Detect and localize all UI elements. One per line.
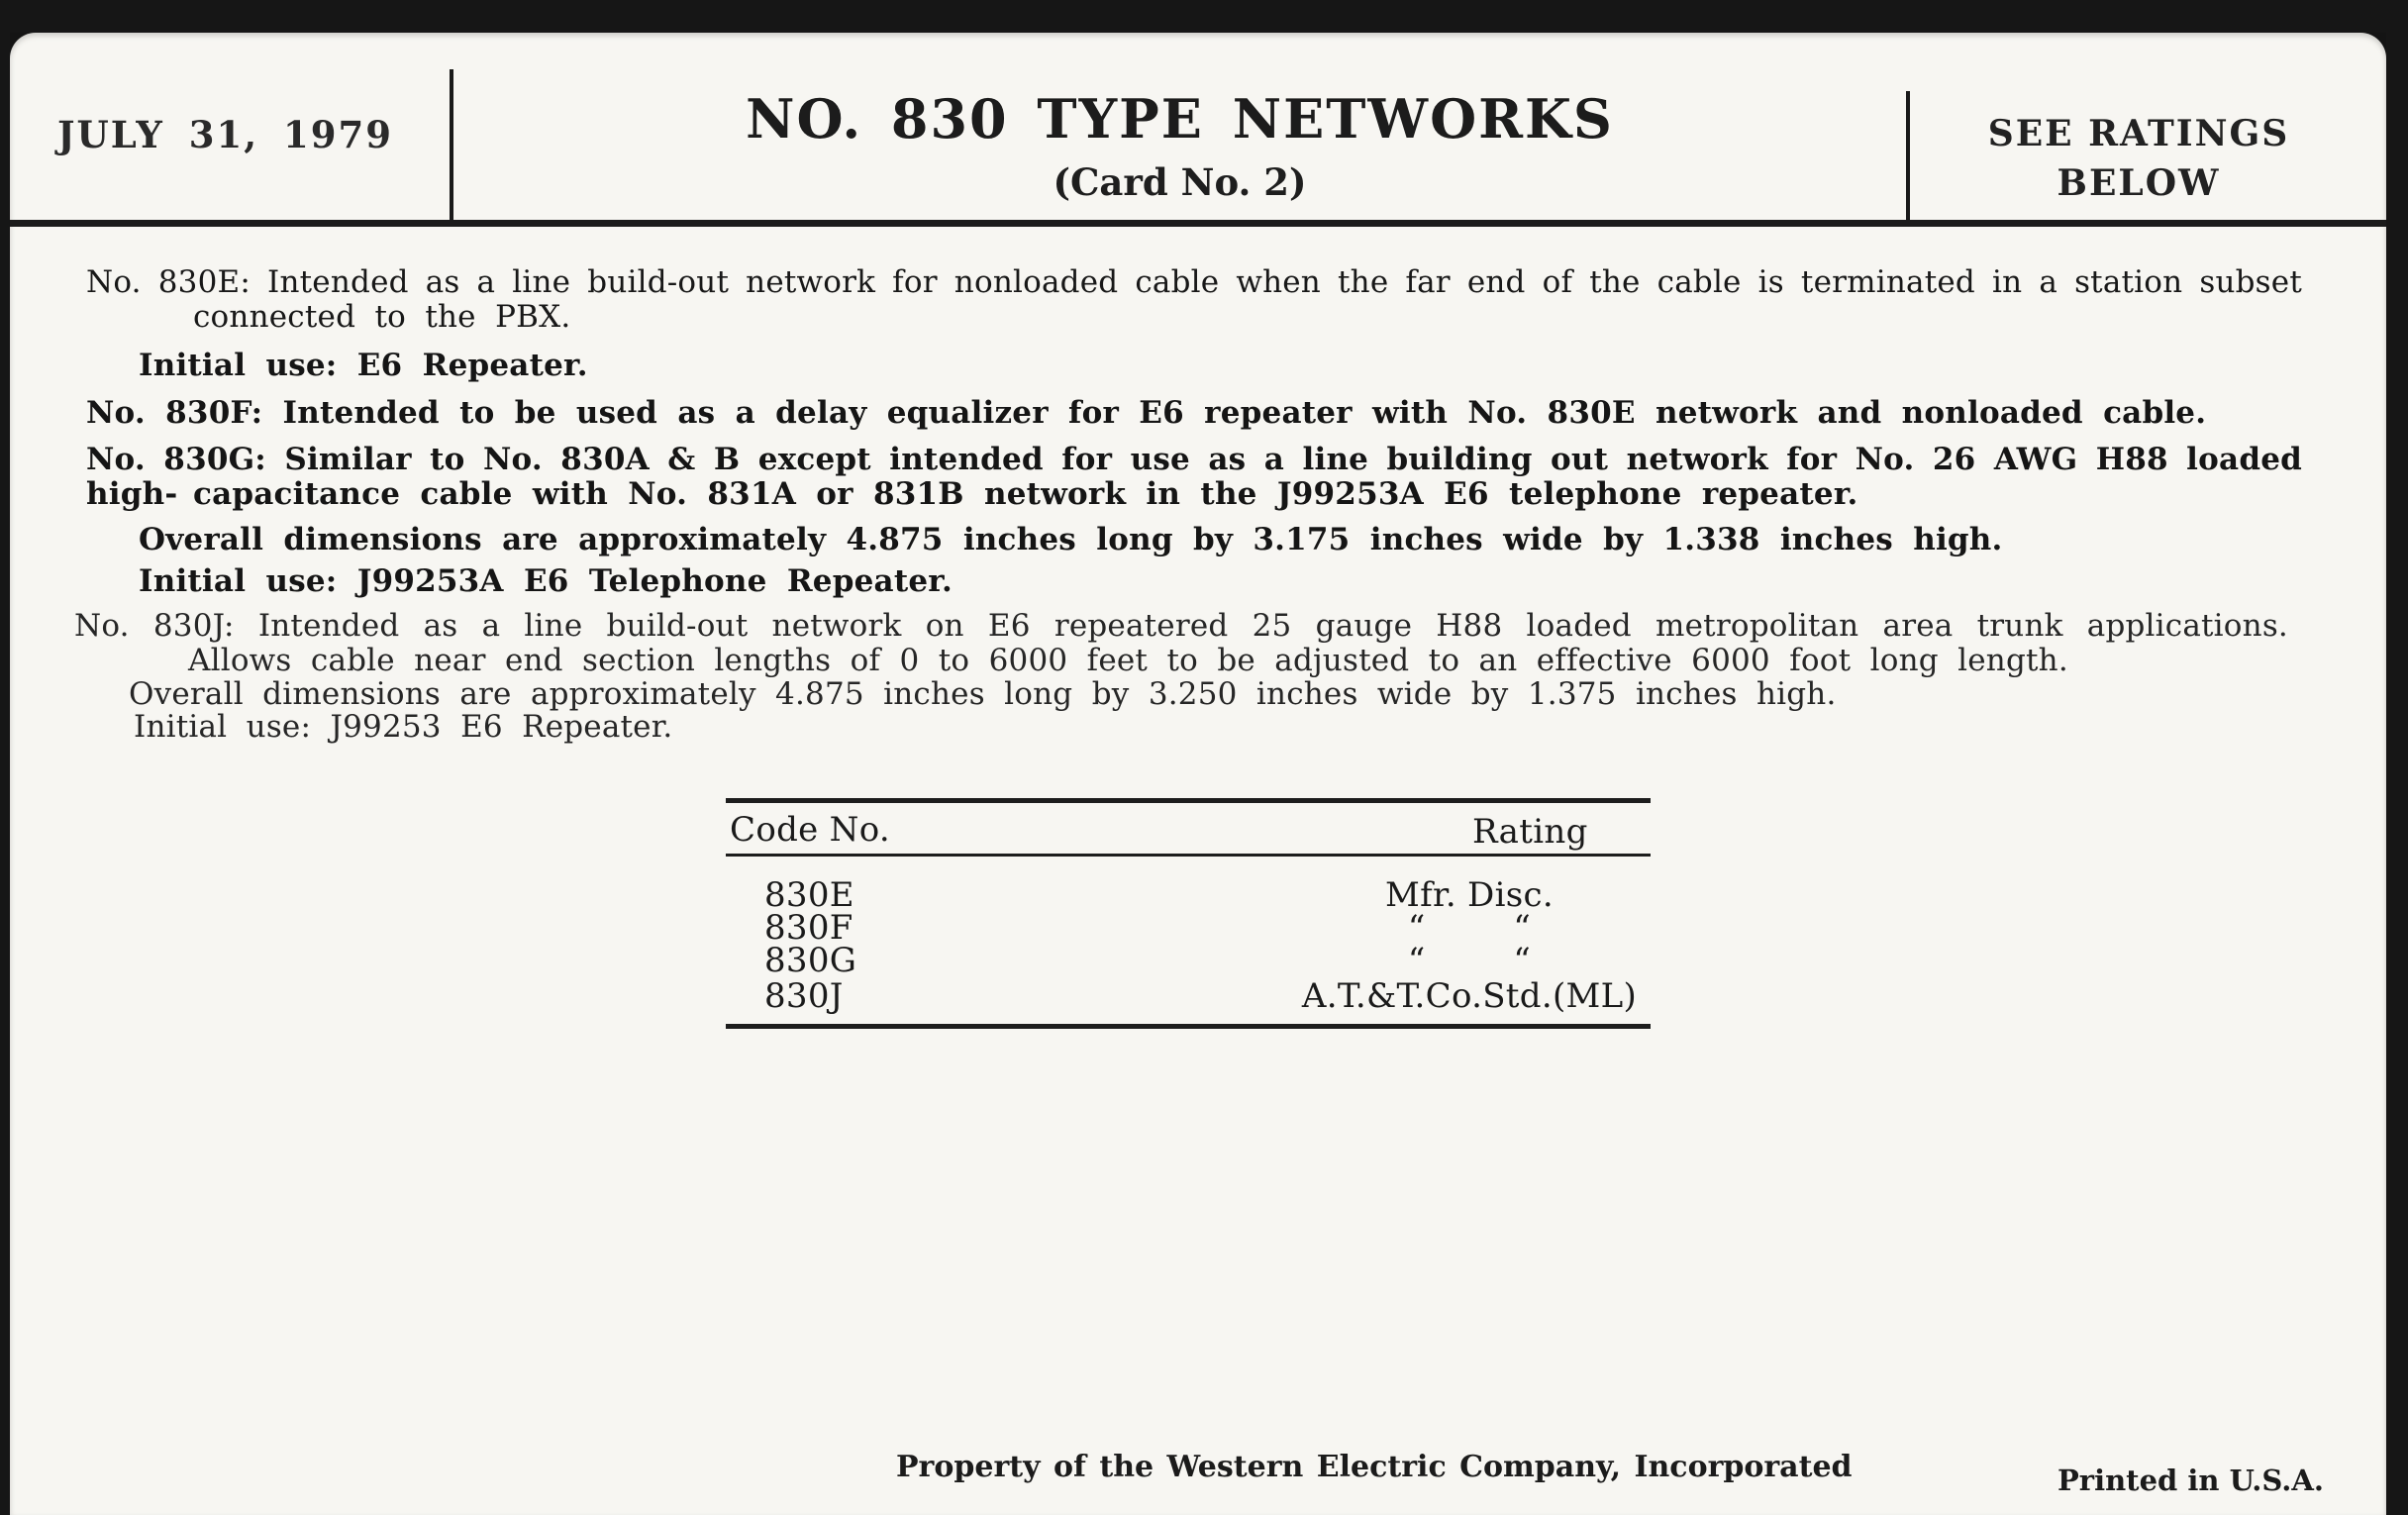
page-title: NO. 830 TYPE NETWORKS — [746, 87, 1614, 151]
table-top-rule — [726, 798, 1651, 803]
body-line-830e-2: connected to the PBX. — [193, 299, 571, 335]
body-line-dimensions-830j: Overall dimensions are approximately 4.875 inches long by 3.250 inches wide by 1.375 inches high. — [129, 676, 1837, 712]
header-rule — [10, 220, 2386, 227]
card-number-subtitle: (Card No. 2) — [1053, 160, 1307, 204]
body-line-initial-use-830g: Initial use: J99253A E6 Telephone Repeater. — [139, 563, 953, 599]
table-cell-rating-ditto: “ “ — [1407, 941, 1532, 980]
scan-edge-top — [0, 0, 2408, 33]
scan-edge-left — [0, 0, 10, 1515]
table-cell-rating-ditto: “ “ — [1407, 908, 1532, 948]
body-line-830g-2: capacitance cable with No. 831A or 831B network in the J99253A E6 telephone repeater. — [193, 476, 1858, 512]
table-cell-code: 830F — [764, 908, 853, 948]
table-cell-rating: A.T.&T.Co.Std.(ML) — [1301, 976, 1638, 1016]
body-line-830g-1: No. 830G: Similar to No. 830A & B except intended for use as a line building out network for No. 26 AWG H88 loaded high- — [86, 442, 2302, 512]
table-header-code: Code No. — [730, 810, 891, 850]
body-line-initial-use-830e: Initial use: E6 Repeater. — [139, 348, 588, 383]
table-header-rule — [726, 854, 1651, 857]
table-header-rating: Rating — [1472, 812, 1588, 852]
body-line-830j-1: No. 830J: Intended as a line build-out network on E6 repeatered 25 gauge H88 loaded metropolitan area trunk applications. — [74, 608, 2288, 644]
footer-printed-in-usa: Printed in U.S.A. — [2057, 1464, 2324, 1497]
body-line-830f: No. 830F: Intended to be used as a delay equalizer for E6 repeater with No. 830E network and nonloaded cable. — [86, 395, 2207, 431]
scan-edge-right — [2386, 0, 2408, 1515]
header-divider-left — [450, 69, 453, 226]
table-bottom-rule — [726, 1024, 1651, 1029]
table-cell-rating: Mfr. Disc. — [1385, 875, 1554, 915]
body-line-830e-1: No. 830E: Intended as a line build-out network for nonloaded cable when the far end of the cable is terminated in a station subset — [86, 264, 2302, 300]
paper-sheet — [10, 33, 2386, 1515]
body-line-dimensions-830g: Overall dimensions are approximately 4.875 inches long by 3.175 inches wide by 1.338 inches high. — [139, 522, 2003, 557]
table-cell-code: 830G — [764, 941, 857, 980]
body-line-initial-use-830j: Initial use: J99253 E6 Repeater. — [134, 709, 673, 745]
ratings-note — [1941, 109, 2337, 208]
table-cell-code: 830J — [764, 976, 844, 1016]
ratings-note-line2: BELOW — [2057, 162, 2221, 204]
ratings-note-line1: SEE RATINGS — [1987, 113, 2290, 154]
table-cell-code: 830E — [764, 875, 854, 915]
body-line-830j-2: Allows cable near end section lengths of 0 to 6000 feet to be adjusted to an effective 6000 foot long length. — [188, 643, 2068, 678]
issue-date: JULY 31, 1979 — [57, 113, 393, 156]
footer-property-notice: Property of the Western Electric Company, Incorporated — [896, 1450, 1853, 1484]
header-divider-right — [1906, 91, 1910, 226]
header-title-block — [455, 87, 1904, 204]
